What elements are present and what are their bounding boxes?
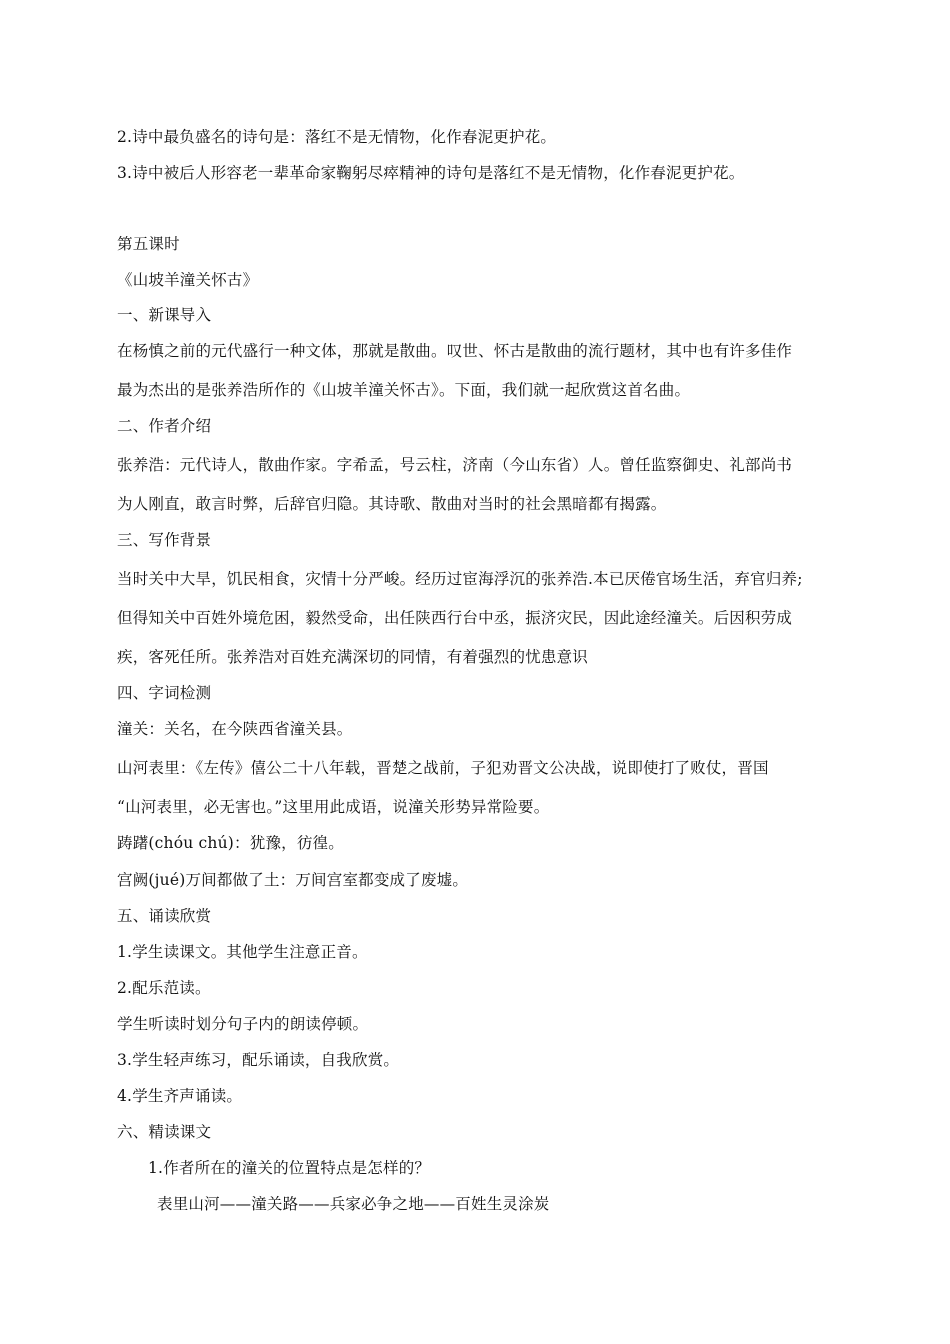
text-line: 最为杰出的是张养浩所作的《山坡羊潼关怀古》。下面，我们就一起欣赏这首名曲。 — [117, 381, 691, 399]
text-line: 为人刚直，敢言时弊，后辞官归隐。其诗歌、散曲对当时的社会黑暗都有揭露。 — [117, 495, 667, 513]
answer-line: 表里山河——潼关路——兵家必争之地——百姓生灵涂炭 — [157, 1195, 550, 1213]
text-line: 山河表里：《左传》僖公二十八年载，晋楚之战前，子犯劝晋文公决战，说即使打了败仗，晋国 — [117, 759, 769, 777]
section-heading: 四、字词检测 — [117, 684, 212, 702]
text-line: 4.学生齐声诵读。 — [117, 1087, 243, 1105]
text-line: 2.诗中最负盛名的诗句是：落红不是无情物，化作春泥更护花。 — [117, 128, 557, 146]
poem-title: 《山坡羊潼关怀古》 — [117, 271, 259, 289]
section-heading: 一、新课导入 — [117, 306, 212, 324]
text-line: 张养浩：元代诗人，散曲作家。字希孟，号云柱，济南（今山东省）人。曾任监察御史、礼部尚书 — [117, 456, 793, 474]
text-line: “山河表里，必无害也。”这里用此成语，说潼关形势异常险要。 — [117, 798, 550, 816]
text-line: 1.学生读课文。其他学生注意正音。 — [117, 943, 368, 961]
text-line: 3.诗中被后人形容老一辈革命家鞠躬尽瘁精神的诗句是落红不是无情物，化作春泥更护花。 — [117, 164, 745, 182]
question-line: 1.作者所在的潼关的位置特点是怎样的？ — [148, 1159, 431, 1177]
section-heading: 五、诵读欣赏 — [117, 907, 212, 925]
text-line: 但得知关中百姓外境危困，毅然受命，出任陕西行台中丞，振济灾民，因此途经潼关。后因积劳成 — [117, 609, 793, 627]
section-heading: 三、写作背景 — [117, 531, 212, 549]
text-line: 学生听读时划分句子内的朗读停顿。 — [117, 1015, 369, 1033]
text-line: 疾，客死任所。张养浩对百姓充满深切的同情，有着强烈的忧患意识 — [117, 648, 589, 666]
text-line: 在杨慎之前的元代盛行一种文体，那就是散曲。叹世、怀古是散曲的流行题材，其中也有许多佳作 — [117, 342, 793, 360]
text-line: 潼关：关名，在今陕西省潼关县。 — [117, 720, 353, 738]
section-heading: 六、精读课文 — [117, 1123, 212, 1141]
text-line: 踌躇(chóu chú)：犹豫，彷徨。 — [117, 834, 344, 852]
text-line: 宫阙(jué)万间都做了土：万间宫室都变成了废墟。 — [117, 871, 469, 889]
text-line: 3.学生轻声练习，配乐诵读，自我欣赏。 — [117, 1051, 400, 1069]
lesson-title: 第五课时 — [117, 235, 180, 253]
text-line: 2.配乐范读。 — [117, 979, 211, 997]
section-heading: 二、作者介绍 — [117, 417, 212, 435]
text-line: 当时关中大旱，饥民相食，灾情十分严峻。经历过宦海浮沉的张养浩.本已厌倦官场生活，弃官归养; — [117, 570, 803, 588]
